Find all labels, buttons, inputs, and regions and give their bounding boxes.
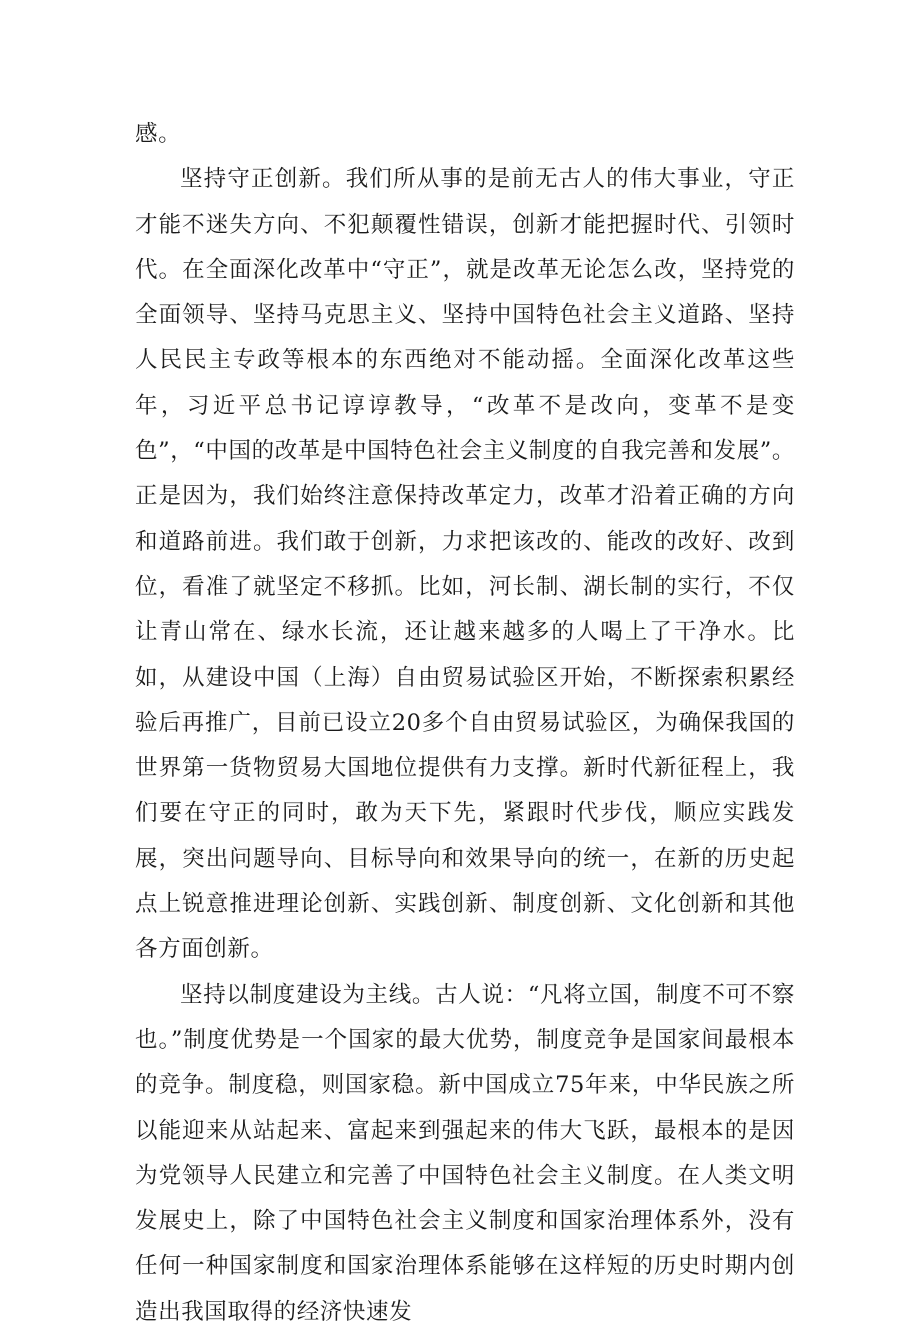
paragraph-3: 坚持以制度建设为主线。古人说：“凡将立国，制度不可不察也。”制度优势是一个国家的最大优势，制度竞争是国家间最根本的竞争。制度稳，则国家稳。新中国成立75年来，中华民族之所以能迎来从站起来、富起来到强起来的伟大飞跃，最根本的是因为党领导人民建立和完善了中国特色社会主义制度。在人类文明发展史上，除了中国特色社会主义制度和国家治理体系外，没有任何一种国家制度和国家治理体系能够在这样短的历史时期内创造出我国取得的经济快速发 [135,981,795,1325]
paragraph-2: 坚持守正创新。我们所从事的是前无古人的伟大事业，守正才能不迷失方向、不犯颠覆性错误，创新才能把握时代、引领时代。在全面深化改革中“守正”，就是改革无论怎么改，坚持党的全面领导、坚持马克思主义、坚持中国特色社会主义道路、坚持人民民主专政等根本的东西绝对不能动摇。全面深化改革这些年，习近平总书记谆谆教导，“改革不是改向，变革不是变色”，“中国的改革是中国特色社会主义制度的自我完善和发展”。正是因为，我们始终注意保持改革定力，改革才沿着正确的方向和道路前进。我们敢于创新，力求把该改的、能改的改好、改到位，看准了就坚定不移抓。比如，河长制、湖长制的实行，不仅让青山常在、绿水长流，还让越来越多的人喝上了干净水。比如，从建设中国（上海）自由贸易试验区开始，不断探索积累经验后再推广，目前已设立20多个自由贸易试验区，为确保我国的世界第一货物贸易大国地位提供有力支撑。新时代新征程上，我们要在守正的同时，敢为天下先，紧跟时代步伐，顺应实践发展，突出问题导向、目标导向和效果导向的统一，在新的历史起点上锐意推进理论创新、实践创新、制度创新、文化创新和其他各方面创新。 [135,166,796,963]
paragraph-1: 感。 [135,121,182,147]
document-body [135,112,795,1335]
